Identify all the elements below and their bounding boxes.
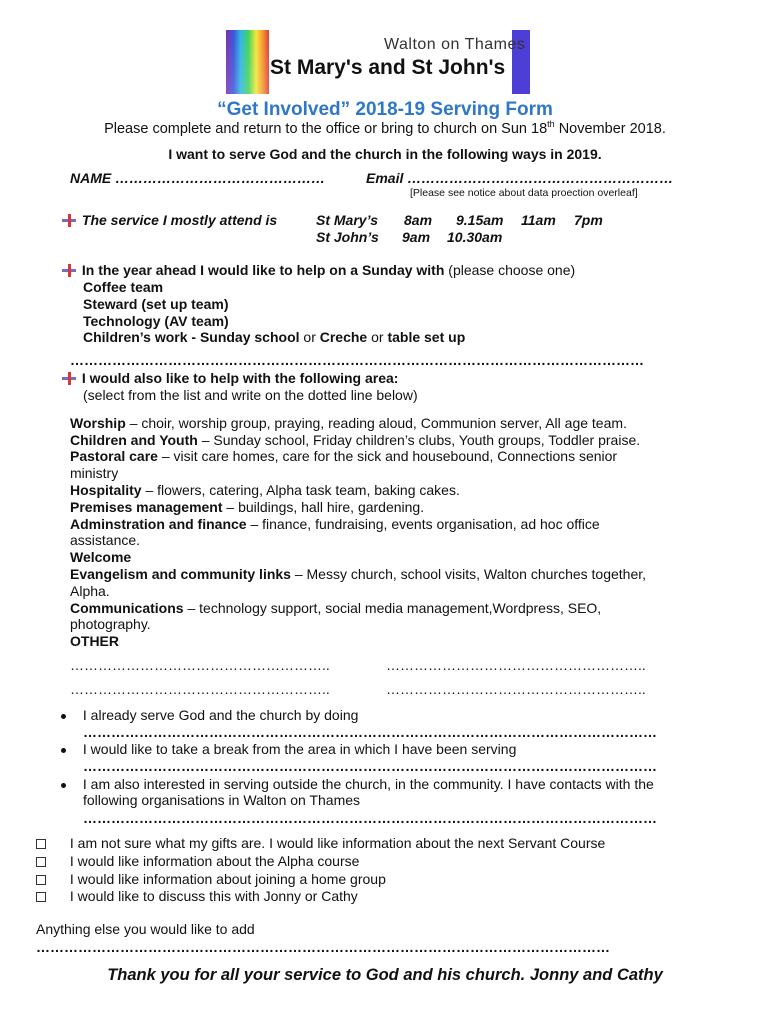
already-serve-write-line[interactable]: …………………………………………………………………………………………………………… xyxy=(83,724,657,740)
bullet-outside-church xyxy=(61,776,654,792)
bullet-text: I am also interested in serving outside the church, in the community. I have contacts with the xyxy=(82,776,654,792)
checkbox-label: I would like to discuss this with Jonny or Cathy xyxy=(69,888,358,904)
childrens-creche: Creche xyxy=(319,329,368,345)
anything-else-label: Anything else you would like to add xyxy=(36,921,255,937)
intro-text: I want to serve God and the church in the following ways in 2019. xyxy=(168,146,602,162)
area-question xyxy=(62,370,398,386)
email-label: Email xyxy=(366,170,404,186)
bullet-dot-icon xyxy=(61,714,66,719)
closing-message: Thank you for all your service to God and his church. Jonny and Cathy xyxy=(107,966,663,984)
area-write-line-1a[interactable]: ……………………………………………….. xyxy=(70,657,330,673)
time-9am[interactable]: 9am xyxy=(402,229,431,245)
bullet-dot-icon xyxy=(61,783,66,788)
sunday-question xyxy=(62,262,575,278)
time-8am[interactable]: 8am xyxy=(404,212,433,228)
data-notice: [Please see notice about data proection overleaf] xyxy=(410,187,638,199)
church-logo xyxy=(226,30,530,94)
area-evangelism-cont: Alpha. xyxy=(70,583,110,599)
area-hint: (select from the list and write on the dotted line below) xyxy=(83,387,418,403)
arrow-bullet-icon xyxy=(62,214,78,226)
area-communications-cont: photography. xyxy=(70,616,151,632)
logo-place: Walton on Thames xyxy=(384,36,526,53)
time-11am[interactable]: 11am xyxy=(521,212,556,228)
or-text: or xyxy=(303,329,316,345)
sunday-write-line[interactable]: …………………………………………………………………………………………………………… xyxy=(70,352,644,368)
service-stmarys xyxy=(316,212,378,228)
option-steward[interactable]: Steward (set up team) xyxy=(83,296,229,312)
bullet-already-serve xyxy=(61,707,358,723)
name-field[interactable] xyxy=(70,170,325,186)
take-break-write-line[interactable]: …………………………………………………………………………………………………………… xyxy=(83,758,657,774)
option-childrens-work[interactable] xyxy=(83,329,465,345)
name-dots: ……………………………………… xyxy=(115,170,326,186)
checkbox-alpha-course[interactable] xyxy=(36,853,359,869)
logo-church-name: St Mary's and St John's xyxy=(270,56,506,79)
area-admin-finance-cont: assistance. xyxy=(70,532,141,548)
area-welcome: Welcome xyxy=(70,549,132,565)
time-7pm[interactable]: 7pm xyxy=(574,212,603,228)
childrens-table-setup: table set up xyxy=(387,329,466,345)
stmarys-label: St Mary’s xyxy=(316,212,378,228)
bullet-take-break xyxy=(61,741,516,757)
email-dots: ………………………………………………… xyxy=(407,170,674,186)
option-technology[interactable]: Technology (AV team) xyxy=(83,313,229,329)
area-premises: Premises management – buildings, hall hire, gardening. xyxy=(70,499,425,515)
area-hospitality: Hospitality – flowers, catering, Alpha task team, baking cakes. xyxy=(70,482,460,498)
area-worship: Worship – choir, worship group, praying, reading aloud, Communion server, All age team. xyxy=(70,415,627,431)
area-write-line-2a[interactable]: ……………………………………………….. xyxy=(70,681,330,697)
outside-church-write-line[interactable]: …………………………………………………………………………………………………………… xyxy=(83,810,657,826)
area-write-line-1b[interactable]: ……………………………………………….. xyxy=(386,657,646,673)
checkbox-icon[interactable] xyxy=(36,839,46,849)
area-write-line-2b[interactable]: ……………………………………………….. xyxy=(386,681,646,697)
sunday-hint: (please choose one) xyxy=(448,262,576,278)
sunday-heading: In the year ahead I would like to help on a Sunday with xyxy=(81,262,445,278)
or-text: or xyxy=(371,329,384,345)
area-evangelism: Evangelism and community links – Messy church, school visits, Walton churches together, xyxy=(70,566,647,582)
checkbox-label: I would like information about joining a home group xyxy=(69,871,386,887)
email-field[interactable] xyxy=(366,170,673,186)
logo-overlay xyxy=(226,30,269,94)
childrens-sunday-school: Children’s work - Sunday school xyxy=(83,329,300,345)
area-pastoral-care: Pastoral care – visit care homes, care for the sick and housebound, Connections senior xyxy=(70,448,618,464)
area-other: OTHER xyxy=(70,633,119,649)
checkbox-servant-course[interactable] xyxy=(36,835,605,851)
time-1030am[interactable]: 10.30am xyxy=(447,229,503,245)
bullet-outside-church-cont: following organisations in Walton on Thames xyxy=(83,792,361,808)
service-question xyxy=(62,212,277,228)
stjohns-label: St John’s xyxy=(316,229,379,245)
checkbox-home-group[interactable] xyxy=(36,871,386,887)
arrow-bullet-icon xyxy=(62,264,78,276)
option-coffee-team[interactable]: Coffee team xyxy=(83,279,164,295)
bullet-text: I would like to take a break from the area in which I have been serving xyxy=(82,741,517,757)
area-pastoral-care-cont: ministry xyxy=(70,465,119,481)
form-title: “Get Involved” 2018-19 Serving Form xyxy=(217,99,553,120)
arrow-bullet-icon xyxy=(62,372,78,384)
form-subtitle: Please complete and return to the office or bring to church on Sun 18th November 2018. xyxy=(104,119,666,137)
area-communications: Communications – technology support, social media management,Wordpress, SEO, xyxy=(70,600,602,616)
time-915am[interactable]: 9.15am xyxy=(456,212,504,228)
checkbox-label: I am not sure what my gifts are. I would like information about the next Servant Course xyxy=(69,835,606,851)
area-heading: I would also like to help with the following area: xyxy=(81,370,399,386)
anything-else-write-line[interactable]: …………………………………………………………………………………………………………… xyxy=(36,939,610,955)
name-label: NAME xyxy=(70,170,112,186)
area-admin-finance: Adminstration and finance – finance, fundraising, events organisation, ad hoc office xyxy=(70,516,600,532)
checkbox-icon[interactable] xyxy=(36,875,46,885)
service-label: The service I mostly attend is xyxy=(81,212,278,228)
bullet-text: I already serve God and the church by doing xyxy=(82,707,359,723)
checkbox-discuss[interactable] xyxy=(36,888,358,904)
checkbox-icon[interactable] xyxy=(36,857,46,867)
checkbox-label: I would like information about the Alpha course xyxy=(69,853,360,869)
checkbox-icon[interactable] xyxy=(36,892,46,902)
area-children-youth: Children and Youth – Sunday school, Friday children’s clubs, Youth groups, Toddler praise. xyxy=(70,432,641,448)
bullet-dot-icon xyxy=(61,748,66,753)
